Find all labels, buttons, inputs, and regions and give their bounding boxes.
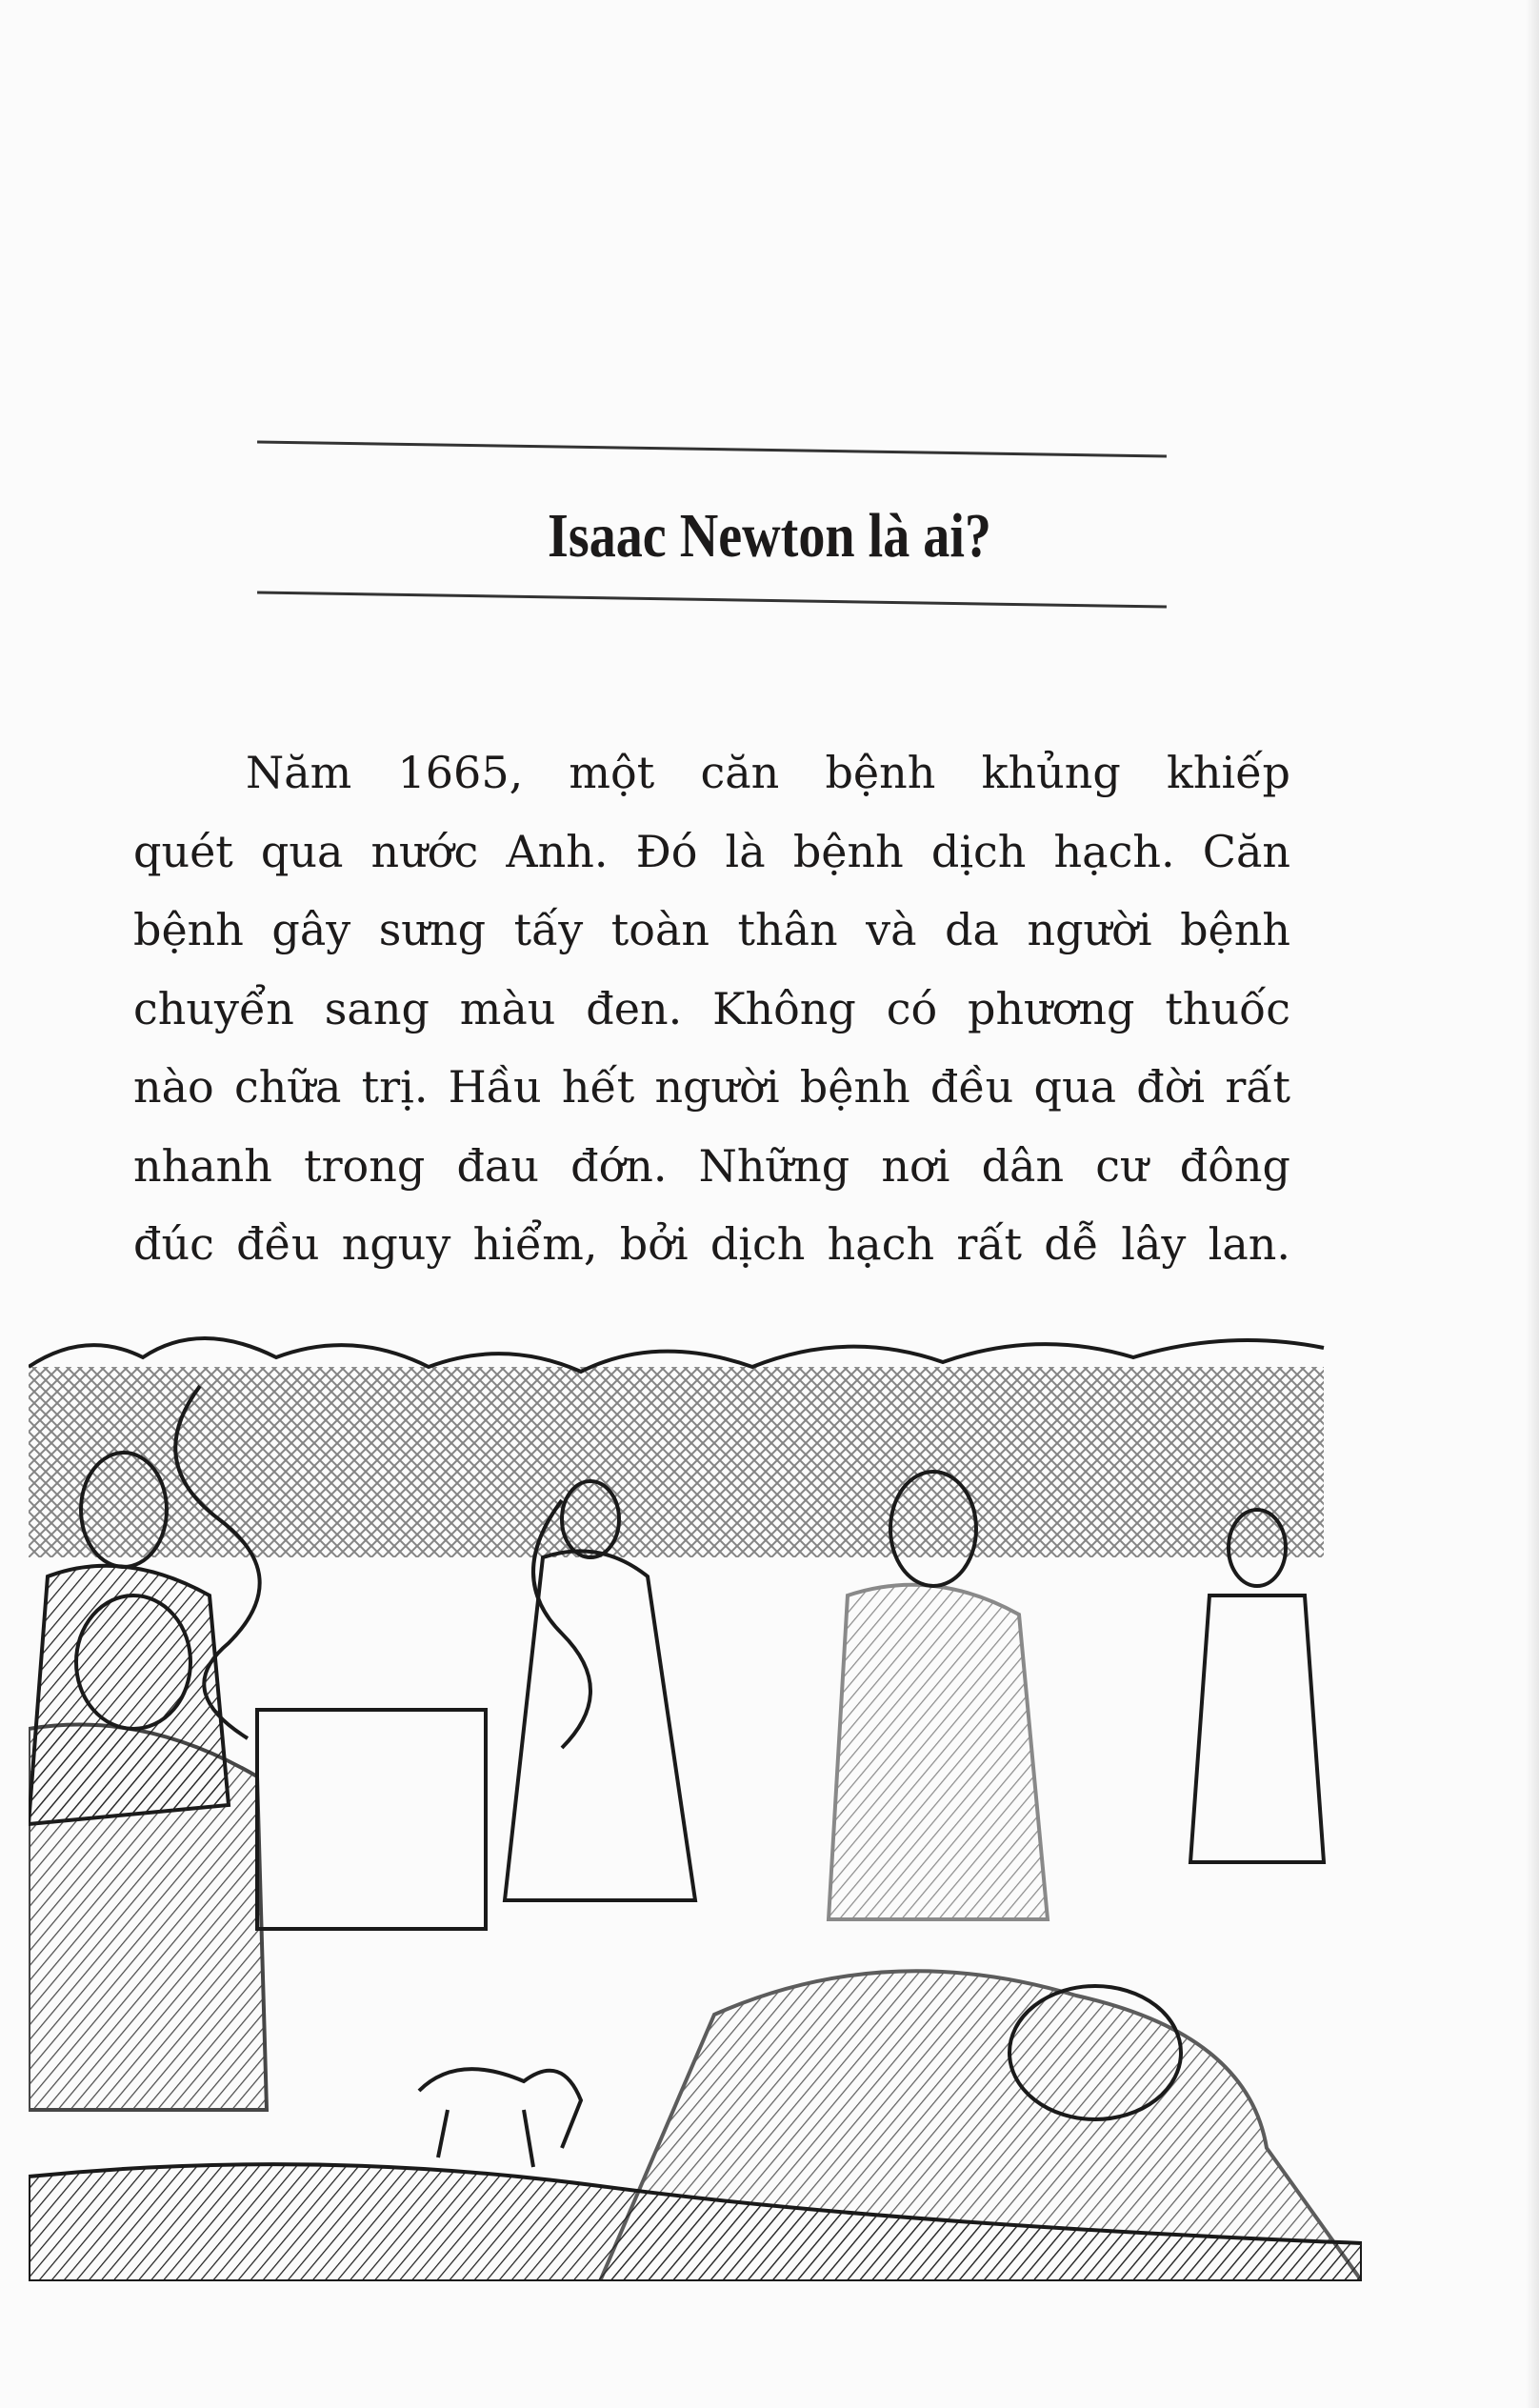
smoke-clouds bbox=[29, 1338, 1324, 1372]
paragraph-line: nhanh trong đau đớn. Những nơi dân cư đông bbox=[133, 1139, 1290, 1192]
chapter-heading: Isaac Newton là ai? bbox=[548, 501, 991, 571]
background-building bbox=[29, 1367, 1324, 1557]
heading-rule-top bbox=[257, 440, 1167, 457]
paragraph-line: chuyển sang màu đen. Không có phương thuốc bbox=[133, 982, 1290, 1034]
heading-rule-bottom bbox=[257, 591, 1167, 608]
page-edge-shadow bbox=[1526, 0, 1539, 2408]
paragraph-line: Năm 1665, một căn bệnh khủng khiếp bbox=[246, 747, 1290, 798]
bed bbox=[257, 1710, 486, 1929]
dog bbox=[419, 2069, 581, 2167]
paragraph-line: quét qua nước Anh. Đó là bệnh dịch hạch. Căn bbox=[133, 825, 1290, 877]
paragraph-line: nào chữa trị. Hầu hết người bệnh đều qua đời rất bbox=[133, 1061, 1290, 1113]
body-paragraph bbox=[133, 733, 1290, 1284]
paragraph-line: bệnh gây sưng tấy toàn thân và da người bệnh bbox=[133, 904, 1290, 955]
plague-illustration bbox=[29, 1329, 1362, 2281]
paragraph-line: đúc đều nguy hiểm, bởi dịch hạch rất dễ lây lan. bbox=[133, 1218, 1290, 1270]
